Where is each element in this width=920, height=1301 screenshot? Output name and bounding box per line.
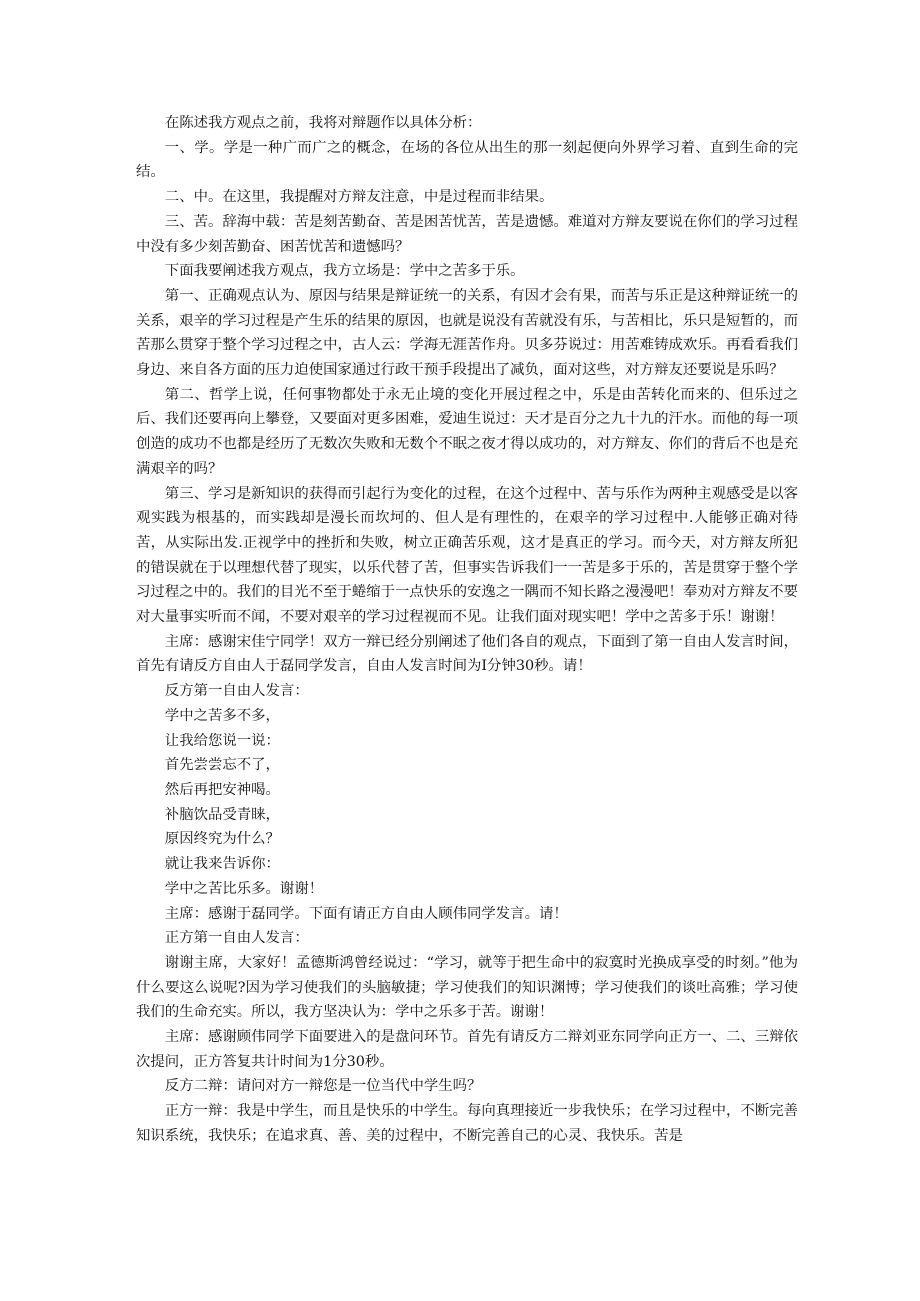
poem-line: 首先尝尝忘不了， [164,757,280,774]
paragraph-chair-1: 主席：感谢宋佳宁同学！双方一辩已经分别阐述了他们各自的观点，下面到了第一自由人发言时间，首先有请反方自由人于磊同学发言，自由人发言时间为I分钟30秒。请！ [136,633,798,675]
paragraph-intro: 在陈述我方观点之前，我将对辩题作以具体分析： [164,115,482,131]
paragraph-argument-2: 第二、哲学上说，任何事物都处于永无止境的变化开展过程之中，乐是由苦转化而来的、但乐过之后、我们还要再向上攀登，又要面对更多困难，爱迪生说过：天才是百分之九十九的汗水。而他的每一项创造的成功不也都是经历了无数次失败和无数个不眠之夜才得以成功的，对方辩友、你们的背后不也是充满艰辛的吗？ [136,386,798,477]
paragraph-point-2: 二、中。在这里，我提醒对方辩友注意，中是过程而非结果。 [164,189,554,206]
poem-line: 然后再把安神喝。 [164,781,280,798]
poem-line: 就让我来告诉你： [164,856,280,873]
paragraph-point-3: 三、苦。辞海中载：苦是刻苦勤奋、苦是困苦忧苦，苦是遗憾。难道对方辩友要说在你们的学习过程中没有多少刻苦勤奋、困苦忧苦和遗憾吗？ [136,213,798,255]
poem-line: 让我给您说一说： [164,732,280,749]
paragraph-argument-3: 第三、学习是新知识的获得而引起行为变化的过程，在这个过程中、苦与乐作为两种主观感受是以客观实践为根基的，而实践却是漫长而坎坷的、但人是有理性的，在艰辛的学习过程中.人能够正确对待苦，从实际出发.正视学中的挫折和失败，树立正确苦乐观，这才是真正的学习。而今天，对方辩友所犯的错误就在于以理想代替了现实，以乐代替了苦，但事实告诉我们一一苦是多于乐的，苦是贯穿于整个学习过程之中的。我们的目光不至于蜷缩于一点快乐的安逸之一隅而不知长路之漫漫吧！奉劝对方辩友不要对大量事实听而不闻，不要对艰辛的学习过程视而不见。让我们面对现实吧！学中之苦多于乐！谢谢！ [136,485,798,626]
paragraph-question: 反方二辩：请问对方一辩您是一位当代中学生吗？ [164,1078,482,1095]
paragraph-speaker-heading: 正方第一自由人发言： [164,930,309,947]
document-body [136,111,798,1149]
paragraph-speaker-heading: 反方第一自由人发言： [164,683,309,700]
paragraph-argument-1: 第一、正确观点认为、原因与结果是辩证统一的关系，有因才会有果，而苦与乐正是这种辩证统一的关系，艰辛的学习过程是产生乐的结果的原因，也就是说没有苦就没有乐，与苦相比，乐只是短暂的，而苦那么贯穿于整个学习过程之中，古人云：学海无涯苦作舟。贝多芬说过：用苦难铸成欢乐。再看看我们身边、来自各方面的压力迫使国家通过行政干预手段提出了减负，面对这些，对方辩友还要说是乐吗？ [136,287,798,379]
paragraph-stance: 下面我要阐述我方观点，我方立场是：学中之苦多于乐。 [164,263,525,280]
paragraph-chair-3: 主席：感谢顾伟同学下面要进入的是盘问环节。首先有请反方二辩刘亚东同学向正方一、二、三辩依次提问，正方答复共计时间为1分30秒。 [136,1029,798,1070]
poem-line: 补脑饮品受青睐， [164,806,280,823]
paragraph-point-1: 一、学。学是一种广而广之的概念，在场的各位从出生的那一刻起便向外界学习着、直到生命的完结。 [136,139,798,181]
poem-line: 学中之苦多不多， [164,707,280,724]
paragraph-chair-2: 主席：感谢于磊同学。下面有请正方自由人顾伟同学发言。请！ [164,905,568,922]
paragraph-answer: 正方一辩：我是中学生，而且是快乐的中学生。每向真理接近一步我快乐；在学习过程中，不断完善知识系统，我快乐；在追求真、善、美的过程中，不断完善自己的心灵、我快乐。苦是 [136,1103,798,1144]
poem-line: 学中之苦比乐多。谢谢！ [164,880,324,897]
paragraph-affirmative-speech: 谢谢主席，大家好！孟德斯鸿曾经说过：“学习，就等于把生命中的寂寞时光换成享受的时刻。”他为什么要这么说呢?因为学习使我们的头脑敏捷；学习使我们的知识渊博；学习使我们的谈吐高雅；学习使我们的生命充实。所以，我方坚决认为：学中之乐多于苦。谢谢！ [136,954,798,1021]
poem-line: 原因终究为什么？ [164,831,280,848]
